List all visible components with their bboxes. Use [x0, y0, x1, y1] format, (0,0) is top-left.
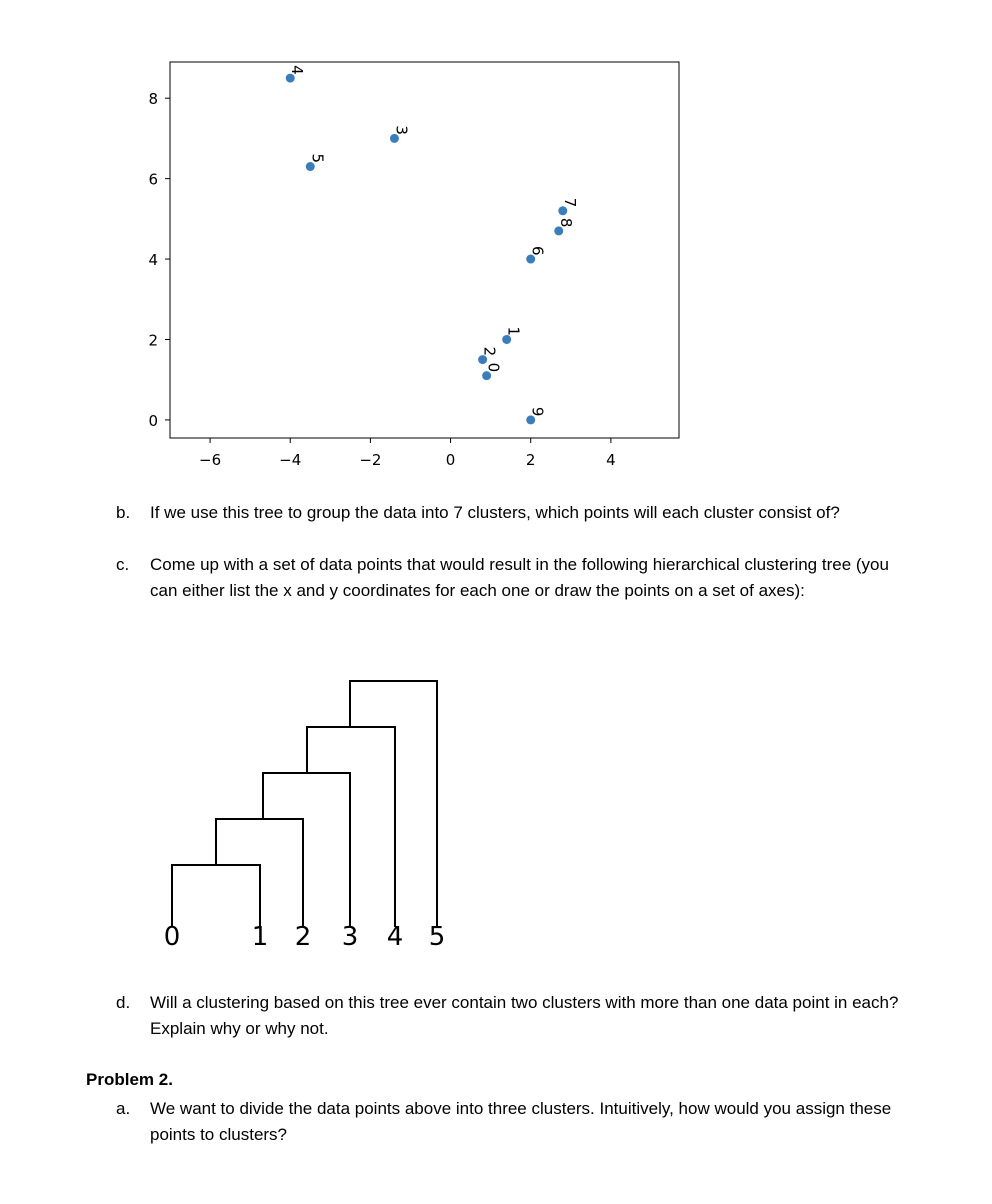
scatter-point-7 — [558, 206, 567, 215]
y-axis — [148, 90, 170, 430]
dendrogram-leaf-4: 4 — [386, 922, 404, 952]
y-tick-label: 6 — [148, 170, 158, 189]
dendrogram-leaf-5: 5 — [428, 922, 446, 952]
dendrogram-merge-5 — [350, 681, 437, 927]
scatter-points — [286, 65, 579, 424]
dendrogram-merge-3 — [263, 773, 350, 927]
problem-2-a-text: We want to divide the data points above into three clusters. Intuitively, how would you assign these points to clusters? — [150, 1099, 892, 1144]
scatter-point-label-2: 2 — [480, 346, 499, 357]
y-tick-label: 0 — [148, 411, 158, 430]
scatter-point-8 — [554, 226, 563, 235]
scatter-point-4 — [286, 74, 295, 83]
x-axis — [199, 438, 616, 469]
question-c-label: c. — [116, 555, 130, 574]
dendrogram-merge-0-1 — [172, 865, 260, 927]
x-tick-label: 4 — [606, 451, 616, 469]
plot-frame — [170, 62, 679, 438]
x-tick-label: −6 — [199, 451, 222, 469]
question-c-text: Come up with a set of data points that would result in the following hierarchical clustering tree (you can either list the x and y coordinates for each one or draw the points on a set of axes): — [150, 555, 889, 600]
y-tick-label: 2 — [148, 331, 158, 350]
x-tick-label: −4 — [279, 451, 302, 469]
question-d-label: d. — [116, 993, 131, 1012]
scatter-point-label-9: 9 — [528, 406, 547, 417]
dendrogram-leaf-labels — [164, 922, 446, 952]
x-tick-label: −2 — [359, 451, 382, 469]
dendrogram-leaf-1: 1 — [251, 922, 269, 952]
dendrogram-leaf-0: 0 — [163, 922, 181, 952]
x-tick-label: 2 — [525, 451, 536, 469]
dendrogram-leaf-2: 2 — [294, 922, 312, 952]
dendrogram-leaf-3: 3 — [341, 922, 359, 952]
scatter-point-label-8: 8 — [556, 217, 575, 228]
scatter-point-0 — [482, 371, 491, 380]
scatter-point-label-6: 6 — [528, 246, 547, 256]
scatter-point-2 — [478, 355, 487, 364]
problem-2-heading: Problem 2. — [86, 1070, 173, 1089]
question-d-text: Will a clustering based on this tree ever contain two clusters with more than one data point in each? Explain why or why not. — [150, 993, 899, 1038]
scatter-point-5 — [306, 162, 315, 171]
x-tick-label: 0 — [445, 451, 456, 469]
scatter-point-label-4: 4 — [288, 65, 307, 75]
problem-2-a-label: a. — [116, 1099, 131, 1118]
dendrogram — [0, 660, 600, 960]
y-tick-label: 8 — [148, 90, 158, 109]
scatter-plot — [0, 0, 992, 480]
question-b-text: If we use this tree to group the data into 7 clusters, which points will each cluster consist of? — [150, 503, 840, 522]
scatter-point-label-3: 3 — [392, 125, 411, 135]
scatter-point-label-0: 0 — [484, 362, 503, 373]
scatter-point-3 — [390, 134, 399, 143]
scatter-point-9 — [526, 415, 535, 424]
scatter-point-label-7: 7 — [560, 197, 579, 208]
scatter-point-label-5: 5 — [308, 153, 327, 164]
question-b-label: b. — [116, 503, 131, 522]
scatter-point-1 — [502, 335, 511, 344]
scatter-point-6 — [526, 255, 535, 264]
y-tick-label: 4 — [148, 251, 158, 270]
scatter-point-label-1: 1 — [504, 326, 523, 337]
